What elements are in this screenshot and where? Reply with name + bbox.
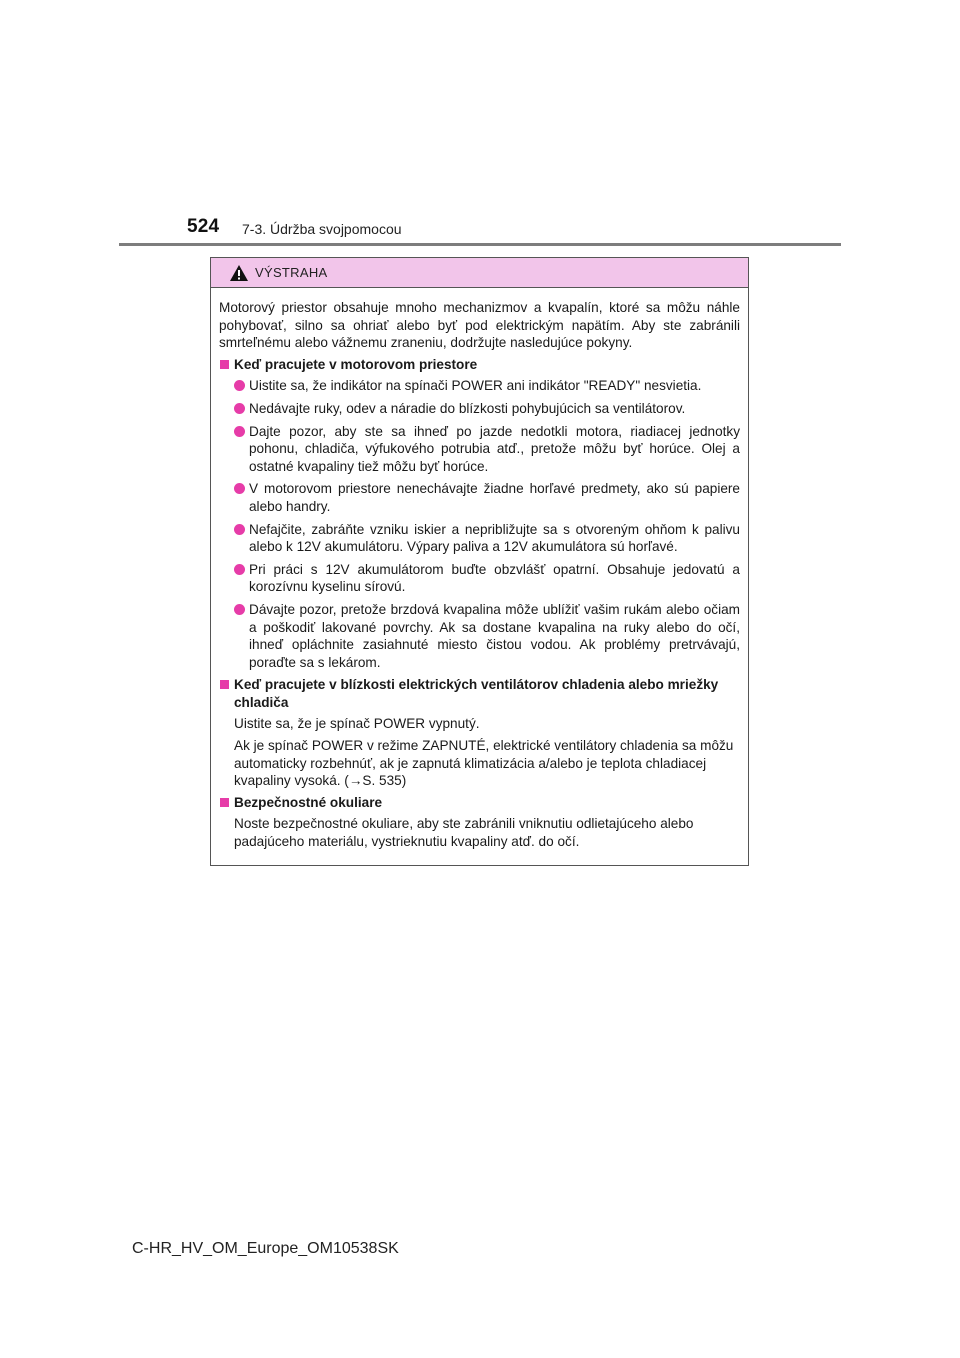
warning-intro: Motorový priestor obsahuje mnoho mechanizmov a kvapalín, ktoré sa môžu náhle pohybovať, silno sa ohriať alebo byť pod elektrickým napätím. Aby ste zabránili smrteľnému alebo vážnemu zraneniu, dodržujte nasledujúce pokyny. [219, 300, 740, 351]
section-heading-text: Keď pracujete v blízkosti elektrických ventilátorov chladenia alebo mriežky chladiča [234, 677, 719, 710]
warning-body [211, 288, 748, 851]
page-number: 524 [187, 216, 220, 237]
list-item [219, 521, 740, 556]
section-heading-text: Keď pracujete v motorovom priestore [234, 356, 478, 372]
list-item-text: Nefajčite, zabráňte vzniku iskier a nepribližujte sa s otvoreným ohňom k palivu alebo k 12V akumulátoru. Výpary paliva a 12V akumulátora sú horľavé. [249, 521, 740, 555]
list-item [219, 377, 740, 395]
list-item-text: Nedávajte ruky, odev a náradie do blízkosti pohybujúcich sa ventilátorov. [249, 400, 686, 416]
square-bullet-icon [220, 360, 229, 369]
circle-bullet-icon [234, 426, 245, 437]
circle-bullet-icon [234, 483, 245, 494]
header-divider [119, 243, 841, 246]
circle-bullet-icon [234, 403, 245, 414]
section-heading [219, 356, 740, 374]
warning-header [211, 258, 748, 288]
list-item-text: Dávajte pozor, pretože brzdová kvapalina môže ublížiť vašim rukám alebo očiam a poškodiť lakované povrchy. Ak sa dostane kvapalina na ruky alebo do očí, ihneď opláchnite zasiahnuté miesto čistou vodou. Ak problémy pretrvávajú, poraďte sa s lekárom. [249, 601, 740, 670]
circle-bullet-icon [234, 380, 245, 391]
page-header [0, 0, 960, 250]
list-item-text: V motorovom priestore nenechávajte žiadne horľavé predmety, ako sú papiere alebo handry. [249, 481, 740, 514]
list-item-text: Uistite sa, že indikátor na spínači POWER ani indikátor "READY" nesvietia. [249, 378, 702, 394]
section-heading [219, 794, 740, 812]
paragraph: Ak je spínač POWER v režime ZAPNUTÉ, elektrické ventilátory chladenia sa môžu automaticky rozbehnúť, ak je zapnutá klimatizácia a/alebo je teplota chladiacej kvapaliny vysoká. (→S. 535) [234, 738, 734, 789]
list-item [219, 480, 740, 515]
circle-bullet-icon [234, 564, 245, 575]
square-bullet-icon [220, 798, 229, 807]
circle-bullet-icon [234, 604, 245, 615]
list-item [219, 601, 740, 671]
square-bullet-icon [220, 680, 229, 689]
warning-triangle-icon [229, 264, 249, 282]
warning-label: VÝSTRAHA [255, 265, 328, 280]
list-item [219, 400, 740, 418]
section-heading-text: Bezpečnostné okuliare [234, 794, 383, 810]
paragraph: Uistite sa, že je spínač POWER vypnutý. [234, 716, 480, 732]
document-code: C-HR_HV_OM_Europe_OM10538SK [132, 1240, 399, 1257]
section-heading [219, 676, 740, 711]
paragraph: Noste bezpečnostné okuliare, aby ste zabránili vniknutiu odlietajúceho alebo padajúceho materiálu, vystrieknutiu kvapaliny atď. do očí. [234, 816, 694, 850]
list-item-text: Dajte pozor, aby ste sa ihneď po jazde nedotkli motora, riadiacej jednotky pohonu, chladiča, výfukového potrubia atď., pretože môžu byť horúce. Olej a ostatné kvapaliny tiež môžu byť horúce. [249, 423, 740, 474]
warning-box [210, 257, 749, 866]
circle-bullet-icon [234, 524, 245, 535]
section-title: 7-3. Údržba svojpomocou [242, 221, 402, 237]
list-item [219, 423, 740, 476]
list-item [219, 561, 740, 596]
list-item-text: Pri práci s 12V akumulátorom buďte obzvlášť opatrní. Obsahuje jedovatú a korozívnu kyselinu sírovú. [249, 561, 740, 595]
